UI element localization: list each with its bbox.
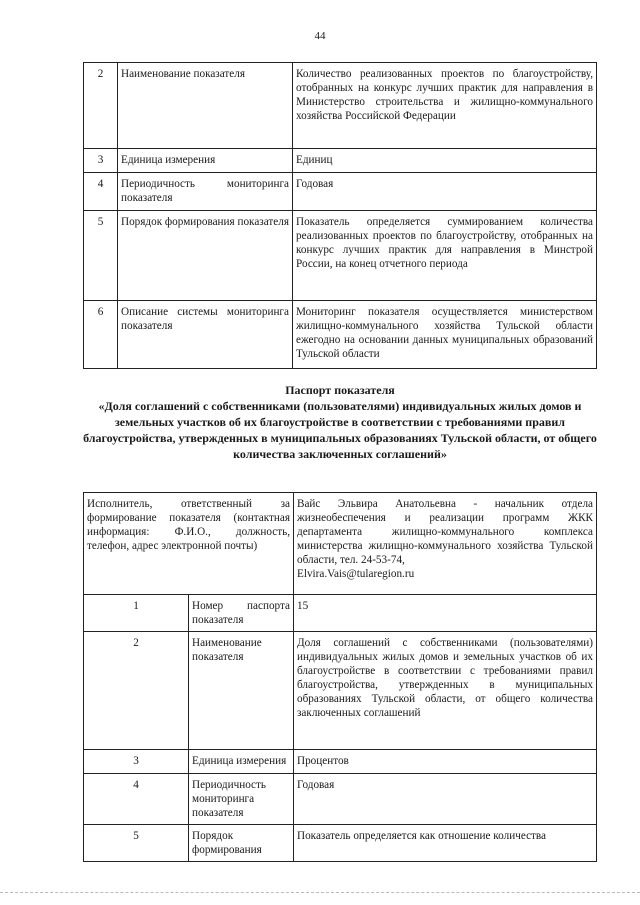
table-row xyxy=(84,774,597,825)
row-number: 5 xyxy=(84,825,189,862)
row-number: 2 xyxy=(84,63,118,149)
row-value: 15 xyxy=(294,595,597,632)
row-label: Периодичность мониторинга показателя xyxy=(189,774,294,825)
row-number: 4 xyxy=(84,173,118,211)
table-row xyxy=(84,750,597,774)
row-value: Показатель определяется как отношение количества xyxy=(294,825,597,862)
row-label: Наименование показателя xyxy=(189,632,294,750)
table-row xyxy=(84,301,597,369)
table-row xyxy=(84,173,597,211)
row-label: Наименование показателя xyxy=(118,63,293,149)
row-number: 3 xyxy=(84,750,189,774)
table-row xyxy=(84,63,597,149)
row-value: Показатель определяется суммированием количества реализованных проектов по благоустройству, отобранных на конкурс лучших практик для направления в Минстрой России, на конец отчетного периода xyxy=(293,211,597,301)
row-label: Описание системы мониторинга показателя xyxy=(118,301,293,369)
indicator-table-2 xyxy=(83,492,597,862)
passport-title: Паспорт показателя xyxy=(285,383,395,397)
executor-label: Исполнитель, ответственный за формирование показателя (контактная информация: Ф.И.О., должность, телефон, адрес электронной почты) xyxy=(84,493,294,595)
row-label: Порядок формирования xyxy=(189,825,294,862)
row-label: Единица измерения xyxy=(189,750,294,774)
row-value: Единиц xyxy=(293,149,597,173)
row-value: Доля соглашений с собственниками (пользователями) индивидуальных жилых домов и земельных участков об их благоустройстве в соответствии с требованиями правил благоустройства, утвержденных в муниципальных образованиях Тульской области, от общего количества заключенных соглашений xyxy=(294,632,597,750)
row-label: Единица измерения xyxy=(118,149,293,173)
row-label: Порядок формирования показателя xyxy=(118,211,293,301)
row-value: Мониторинг показателя осуществляется министерством жилищно-коммунального хозяйства Тульской области ежегодно на основании данных муниципальных образований Тульской области xyxy=(293,301,597,369)
executor-contact: Вайс Эльвира Анатольевна - начальник отдела жизнеобеспечения и реализации программ ЖКК департамента жилищно-коммунального комплекса министерства жилищно-коммунального хозяйства Тульской области, тел. 24-53-74, xyxy=(297,498,593,566)
table-row xyxy=(84,211,597,301)
row-value: Процентов xyxy=(294,750,597,774)
row-label: Номер паспорта показателя xyxy=(189,595,294,632)
table-row xyxy=(84,632,597,750)
executor-email: Elvira.Vais@tularegion.ru xyxy=(297,568,415,580)
passport-heading xyxy=(83,382,597,462)
row-number: 3 xyxy=(84,149,118,173)
row-value: Годовая xyxy=(294,774,597,825)
row-number: 4 xyxy=(84,774,189,825)
row-value: Годовая xyxy=(293,173,597,211)
table-row xyxy=(84,595,597,632)
passport-subtitle: «Доля соглашений с собственниками (пользователями) индивидуальных жилых домов и земельных участков об их благоустройстве в соответствии с требованиями правил благоустройства, утвержденных в муниципальных образованиях Тульской области, от общего количества заключенных соглашений» xyxy=(83,399,597,461)
table-row xyxy=(84,149,597,173)
row-value: Количество реализованных проектов по благоустройству, отобранных на конкурс лучших практик для направления в Министерство строительства и жилищно-коммунального хозяйства Российской Федерации xyxy=(293,63,597,149)
row-number: 2 xyxy=(84,632,189,750)
row-number: 6 xyxy=(84,301,118,369)
page-number: 44 xyxy=(314,30,326,42)
row-number: 5 xyxy=(84,211,118,301)
executor-row xyxy=(84,493,597,595)
row-number: 1 xyxy=(84,595,189,632)
scan-bottom-edge xyxy=(0,892,640,894)
row-label: Периодичность мониторинга показателя xyxy=(118,173,293,211)
executor-value xyxy=(294,493,597,595)
table-row xyxy=(84,825,597,862)
indicator-table-1 xyxy=(83,62,597,369)
